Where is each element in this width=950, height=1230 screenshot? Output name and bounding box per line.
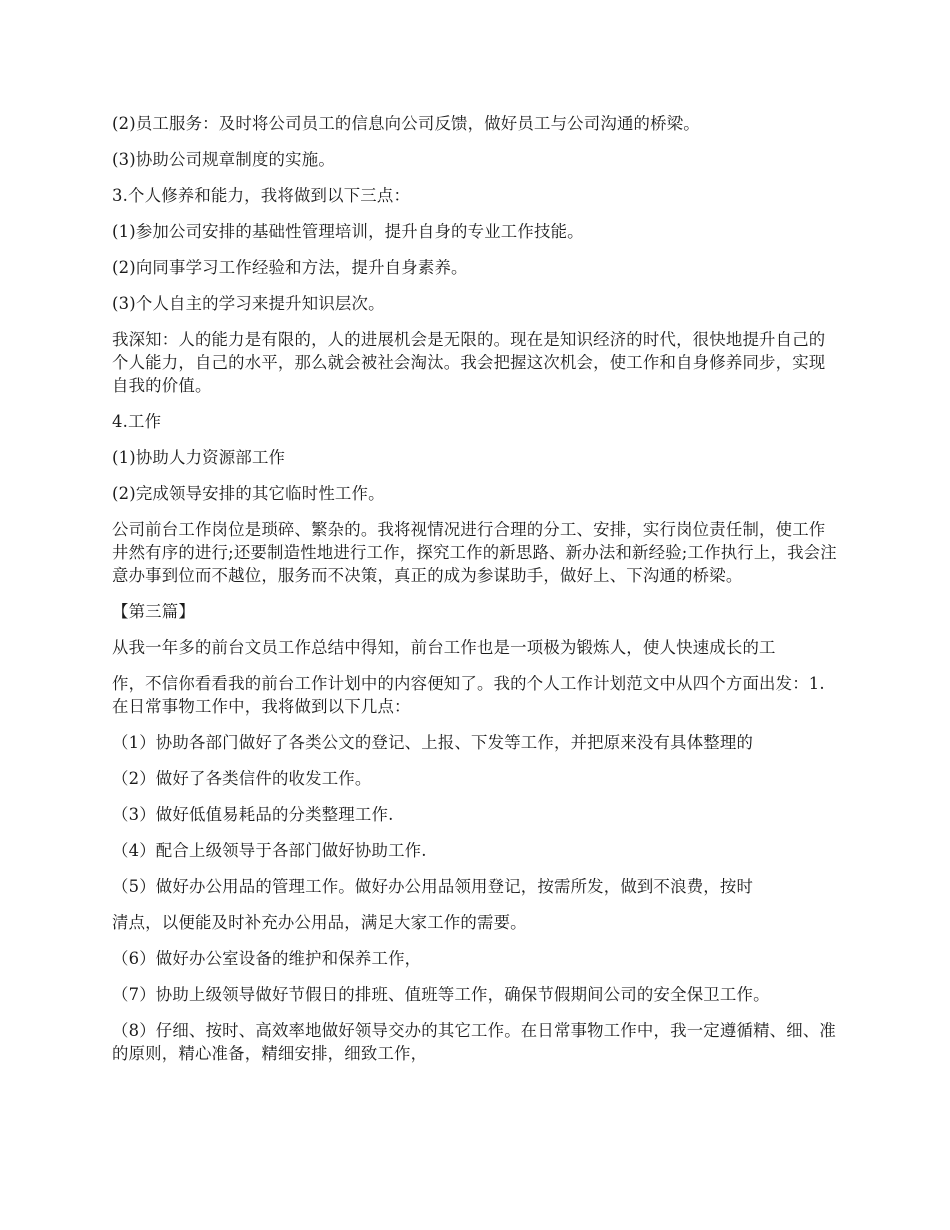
list-item-8-other-tasks: （8）仔细、按时、高效率地做好领导交办的其它工作。在日常事物工作中，我一定遵循精、细、准的原则，精心准备，精细安排，细致工作，	[112, 1021, 837, 1063]
paragraph-learn-from-colleagues: (2)向同事学习工作经验和方法，提升自身素养。	[112, 258, 468, 277]
paragraph-plan-intro: 作，不信你看看我的前台工作计划中的内容便知了。我的个人工作计划范文中从四个方面出发：1. 在日常事物工作中，我将做到以下几点：	[112, 674, 831, 716]
paragraph-rules-implementation: (3)协助公司规章制度的实施。	[112, 150, 335, 169]
section-heading-part-three: 【第三篇】	[112, 602, 195, 621]
list-item-4-coordination: （4）配合上级领导于各部门做好协助工作.	[112, 841, 427, 860]
paragraph-self-study: (3)个人自主的学习来提升知识层次。	[112, 294, 385, 313]
paragraph-training: (1)参加公司安排的基础性管理培训，提升自身的专业工作技能。	[112, 222, 584, 241]
list-item-3-consumables: （3）做好低值易耗品的分类整理工作.	[112, 805, 394, 824]
list-item-2-mail: （2）做好了各类信件的收发工作。	[112, 769, 372, 788]
paragraph-knowledge-economy: 我深知：人的能力是有限的，人的进展机会是无限的。现在是知识经济的时代，很快地提升自己的个人能力，自己的水平，那么就会被社会淘汰。我会把握这次机会，使工作和自身修养同步，实现自我的价值。	[112, 330, 826, 395]
list-item-1-documents: （1）协助各部门做好了各类公文的登记、上报、下发等工作，并把原来没有具体整理的	[112, 733, 754, 752]
paragraph-summary-intro: 从我一年多的前台文员工作总结中得知，前台工作也是一项极为锻炼人，使人快速成长的工	[112, 638, 776, 657]
list-item-5-continued: 清点，以便能及时补充办公用品，满足大家工作的需要。	[112, 913, 527, 932]
list-item-6-equipment: （6）做好办公室设备的维护和保养工作，	[112, 949, 422, 968]
paragraph-assist-hr: (1)协助人力资源部工作	[112, 448, 286, 467]
paragraph-front-desk-role: 公司前台工作岗位是琐碎、繁杂的。我将视情况进行合理的分工、安排，实行岗位责任制，使工作井然有序的进行;还要制造性地进行工作，探究工作的新思路、新办法和新经验;工作执行上，我会注意办事到位而不越位，服务而不决策，真正的成为参谋助手，做好上、下沟通的桥梁。	[112, 520, 837, 585]
list-item-7-holiday-duty: （7）协助上级领导做好节假日的排班、值班等工作，确保节假期间公司的安全保卫工作。	[112, 985, 770, 1004]
section-heading-work: 4.工作	[112, 412, 162, 431]
paragraph-temporary-work: (2)完成领导安排的其它临时性工作。	[112, 484, 385, 503]
section-heading-self-cultivation: 3.个人修养和能力，我将做到以下三点：	[112, 186, 411, 205]
list-item-5-office-supplies: （5）做好办公用品的管理工作。做好办公用品领用登记，按需所发，做到不浪费，按时	[112, 877, 754, 896]
paragraph-employee-service: (2)员工服务：及时将公司员工的信息向公司反馈，做好员工与公司沟通的桥梁。	[112, 114, 700, 133]
document-body	[112, 112, 840, 1078]
